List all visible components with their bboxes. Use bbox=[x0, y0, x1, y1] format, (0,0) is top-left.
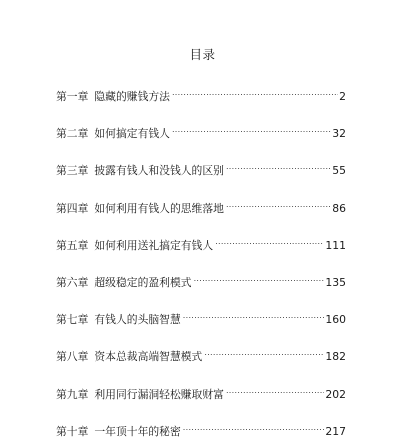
chapter-page-number: 135 bbox=[325, 275, 346, 289]
toc-entry bbox=[56, 82, 346, 103]
chapter-page-number: 55 bbox=[332, 164, 346, 178]
toc-list bbox=[56, 82, 346, 438]
dot-leader bbox=[204, 342, 324, 360]
chapter-number: 第五章 bbox=[56, 238, 89, 252]
chapter-page-number: 86 bbox=[332, 201, 346, 215]
chapter-number: 第二章 bbox=[56, 127, 89, 141]
dot-leader bbox=[194, 268, 325, 286]
dot-leader bbox=[172, 119, 331, 137]
chapter-title: 资本总裁高端智慧模式 bbox=[94, 350, 203, 364]
chapter-title: 如何利用有钱人的思维落地 bbox=[94, 201, 224, 215]
toc-entry bbox=[56, 231, 346, 252]
chapter-page-number: 160 bbox=[325, 313, 346, 327]
dot-leader bbox=[226, 380, 324, 398]
dot-leader bbox=[183, 417, 325, 435]
dot-leader bbox=[183, 305, 325, 323]
dot-leader bbox=[172, 82, 338, 100]
chapter-title: 超级稳定的盈利模式 bbox=[94, 275, 192, 289]
toc-entry bbox=[56, 380, 346, 401]
chapter-title: 利用同行漏洞轻松赚取财富 bbox=[94, 387, 224, 401]
dot-leader bbox=[226, 194, 331, 212]
dot-leader bbox=[215, 231, 324, 249]
chapter-page-number: 111 bbox=[325, 238, 346, 252]
chapter-title: 一年顶十年的秘密 bbox=[94, 424, 181, 438]
chapter-number: 第七章 bbox=[56, 313, 89, 327]
toc-entry bbox=[56, 342, 346, 364]
chapter-title: 有钱人的头脑智慧 bbox=[94, 313, 181, 327]
chapter-number: 第三章 bbox=[56, 164, 89, 178]
toc-entry bbox=[56, 268, 346, 289]
chapter-number: 第一章 bbox=[56, 90, 89, 103]
chapter-number: 第九章 bbox=[56, 387, 89, 401]
chapter-title: 如何利用送礼搞定有钱人 bbox=[94, 238, 214, 252]
toc-entry bbox=[56, 156, 346, 178]
chapter-page-number: 2 bbox=[339, 90, 346, 103]
chapter-number: 第八章 bbox=[56, 350, 89, 364]
chapter-page-number: 32 bbox=[332, 127, 346, 141]
chapter-title: 隐藏的赚钱方法 bbox=[94, 90, 170, 103]
chapter-number: 第四章 bbox=[56, 201, 89, 215]
chapter-title: 如何搞定有钱人 bbox=[94, 127, 170, 141]
toc-entry bbox=[56, 194, 346, 215]
chapter-number: 第十章 bbox=[56, 424, 89, 438]
toc-title: 目录 bbox=[189, 47, 216, 62]
chapter-title: 披露有钱人和没钱人的区别 bbox=[94, 164, 224, 178]
dot-leader bbox=[226, 156, 331, 174]
chapter-page-number: 217 bbox=[325, 424, 346, 438]
chapter-page-number: 202 bbox=[325, 387, 346, 401]
toc-entry bbox=[56, 417, 346, 438]
toc-entry bbox=[56, 305, 346, 327]
chapter-number: 第六章 bbox=[56, 275, 89, 289]
toc-entry bbox=[56, 119, 346, 141]
chapter-page-number: 182 bbox=[325, 350, 346, 364]
